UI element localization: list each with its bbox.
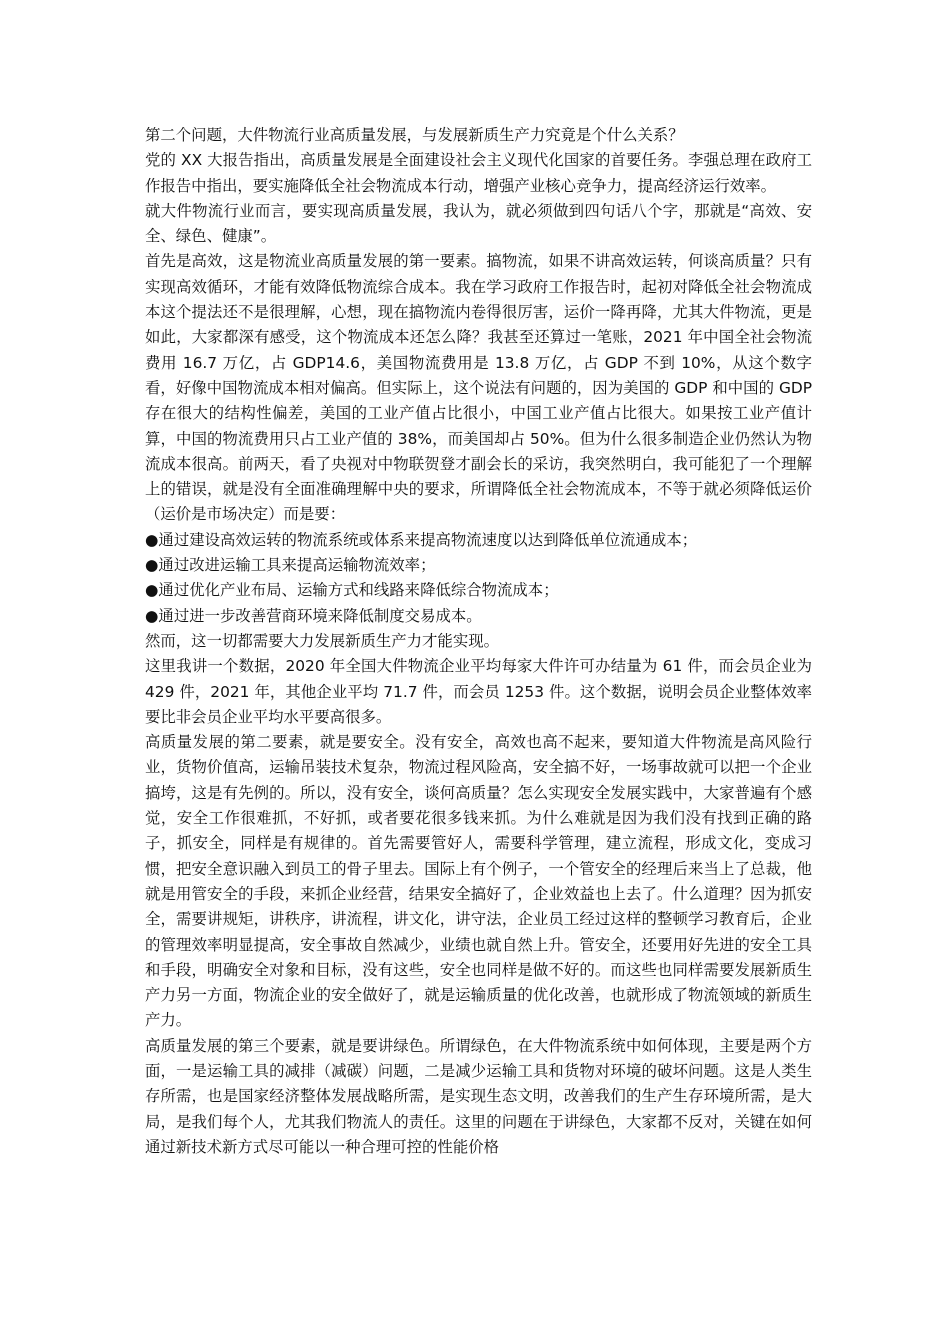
paragraph-new-productivity: 然而，这一切都需要大力发展新质生产力才能实现。 <box>145 631 499 650</box>
paragraph-safety: 高质量发展的第二要素，就是要安全。没有安全，高效也高不起来，要知道大件物流是高风险行业，货物价值高，运输吊装技术复杂，物流过程风险高，安全搞不好，一场事故就可以把一个企业搞垮，这是有先例的。所以，没有安全，谈何高质量？怎么实现安全发展实践中，大家普遍有个感觉，安全工作很难抓，不好抓，或者要花很多钱来抓。为什么难就是因为我们没有找到正确的路子，抓安全，同样是有规律的。首先需要管好人，需要科学管理，建立流程，形成文化，变成习惯，把安全意识融入到员工的骨子里去。国际上有个例子，一个管安全的经理后来当上了总裁，他就是用管安全的手段，来抓企业经营，结果安全搞好了，企业效益也上去了。什么道理？因为抓安全，需要讲规矩，讲秩序，讲流程，讲文化，讲守法，企业员工经过这样的整顿学习教育后，企业的管理效率明显提高，安全事故自然减少，业绩也就自然上升。管安全，还要用好先进的安全工具和手段，明确安全对象和目标，没有这些，安全也同样是做不好的。而这些也同样需要发展新质生产力另一方面，物流企业的安全做好了，就是运输质量的优化改善，也就形成了物流领域的新质生产力。 <box>145 733 812 1030</box>
bullet-list <box>145 528 812 629</box>
paragraph-efficiency: 首先是高效，这是物流业高质量发展的第一要素。搞物流，如果不讲高效运转，何谈高质量？只有实现高效循环，才能有效降低物流综合成本。我在学习政府工作报告时，起初对降低全社会物流成本这个提法还不是很理解，心想，现在搞物流内卷得很厉害，运价一降再降，尤其大件物流，更是如此，大家都深有感受，这个物流成本还怎么降？我甚至还算过一笔账，2021 年中国全社会物流费用 16.7 万亿，占 GDP14.6，美国物流费用是 13.8 万亿，占 GDP 不到 10%，从这个数字看，好像中国物流成本相对偏高。但实际上，这个说法有问题的，因为美国的 GDP 和中国的 GDP 存在很大的结构性偏差，美国的工业产值占比很小，中国工业产值占比很大。如果按工业产值计算，中国的物流费用只占工业产值的 38%，而美国却占 50%。但为什么很多制造企业仍然认为物流成本很高。前两天，看了央视对中物联贺登才副会长的采访，我突然明白，我可能犯了一个理解上的错误，就是没有全面准确理解中央的要求，所谓降低全社会物流成本，不等于就必须降低运价（运价是市场决定）而是要： <box>145 252 812 524</box>
paragraph-data-example: 这里我讲一个数据，2020 年全国大件物流企业平均每家大件许可办结量为 61 件，而会员企业为 429 件，2021 年，其他企业平均 71.7 件，而会员 1253 件。这个数据，说明会员企业整体效率要比非会员企业平均水平要高很多。 <box>145 657 812 726</box>
paragraph-question-title: 第二个问题，大件物流行业高质量发展，与发展新质生产力究竟是个什么关系？ <box>145 126 684 144</box>
paragraph-green: 高质量发展的第三个要素，就是要讲绿色。所谓绿色，在大件物流系统中如何体现，主要是两个方面，一是运输工具的减排（减碳）问题，二是减少运输工具和货物对环境的破坏问题。这是人类生存所需，也是国家经济整体发展战略所需，是实现生态文明，改善我们的生产生存环境所需，是大局，是我们每个人，尤其我们物流人的责任。这里的问题在于讲绿色，大家都不反对，关键在如何通过新技术新方式尽可能以一种合理可控的性能价格 <box>145 1036 812 1156</box>
list-item: ●通过进一步改善营商环境来降低制度交易成本。 <box>145 606 482 625</box>
document-body <box>145 123 812 1160</box>
list-item: ●通过建设高效运转的物流系统或体系来提高物流速度以达到降低单位流通成本； <box>145 530 698 549</box>
paragraph-report-quote: 党的 XX 大报告指出，高质量发展是全面建设社会主义现代化国家的首要任务。李强总理在政府工作报告中指出，要实施降低全社会物流成本行动，增强产业核心竞争力，提高经济运行效率。 <box>145 151 812 195</box>
paragraph-eight-characters: 就大件物流行业而言，要实现高质量发展，我认为，就必须做到四句话八个字，那就是“高效、安全、绿色、健康”。 <box>145 201 812 246</box>
list-item: ●通过优化产业布局、运输方式和线路来降低综合物流成本； <box>145 581 559 600</box>
list-item: ●通过改进运输工具来提高运输物流效率； <box>145 556 436 575</box>
